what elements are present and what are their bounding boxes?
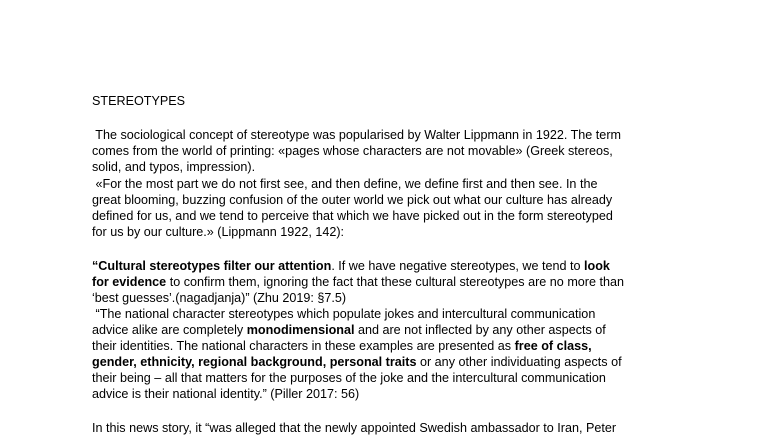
- paragraph-2-line-2: great blooming, buzzing confusion of the outer world we pick out what our culture has already: [92, 193, 613, 207]
- paragraph-3-line-1: [92, 259, 610, 274]
- bold-phrase: gender, ethnicity, regional background, personal traits: [92, 355, 417, 369]
- bold-phrase: free of class,: [514, 339, 592, 353]
- paragraph-4-line-5: their being – all that matters for the purposes of the joke and the intercultural communication: [92, 371, 606, 385]
- paragraph-5-line-1: In this news story, it “was alleged that the newly appointed Swedish ambassador to Iran, Peter: [92, 421, 617, 435]
- paragraph-2-line-1: «For the most part we do not first see, and then define, we define first and then see. In the: [92, 177, 598, 191]
- paragraph-4-line-6: advice is their national identity.” (Piller 2017: 56): [92, 387, 360, 401]
- paragraph-3-line-3: ‘best guesses’.(nagadjanja)” (Zhu 2019: §7.5): [92, 291, 347, 305]
- bold-phrase: look: [584, 259, 610, 273]
- paragraph-1-line-3: solid, and typos, impression).: [92, 160, 256, 174]
- paragraph-4-line-4: [92, 355, 622, 370]
- paragraph-4-line-2: [92, 323, 606, 338]
- text-run: advice alike are completely: [92, 323, 247, 337]
- bold-phrase: monodimensional: [246, 323, 355, 337]
- text-run: or any other individuating aspects of: [416, 355, 622, 369]
- paragraph-2-line-4: for us by our culture.» (Lippmann 1922, 142):: [92, 225, 345, 239]
- document-heading: STEREOTYPES: [92, 94, 186, 108]
- paragraph-2-line-3: defined for us, and we tend to perceive that which we have picked out in the form stereotyped: [92, 209, 613, 223]
- paragraph-4-line-1: “The national character stereotypes which populate jokes and intercultural communication: [92, 307, 596, 321]
- text-run: . If we have negative stereotypes, we tend to: [331, 259, 585, 273]
- text-run: their identities. The national characters in these examples are presented as: [92, 339, 515, 353]
- text-run: to confirm them, ignoring the fact that these cultural stereotypes are no more than: [166, 275, 625, 289]
- bold-phrase: for evidence: [92, 275, 167, 289]
- paragraph-3-line-2: [92, 275, 624, 290]
- paragraph-4-line-3: [92, 339, 592, 354]
- paragraph-1-line-2: comes from the world of printing: «pages whose characters are not movable» (Greek stereos,: [92, 144, 613, 158]
- paragraph-1-line-1: The sociological concept of stereotype was popularised by Walter Lippmann in 1922. The term: [92, 128, 621, 142]
- bold-phrase: “Cultural stereotypes filter our attention: [92, 259, 332, 273]
- text-run: and are not inflected by any other aspects of: [354, 323, 606, 337]
